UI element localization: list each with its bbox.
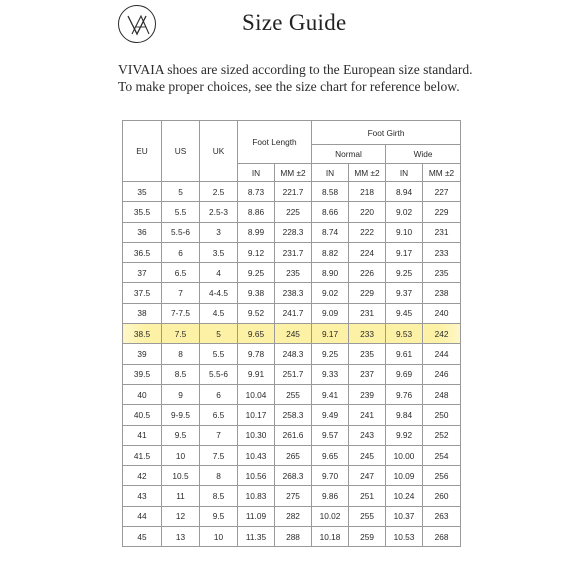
cell-wide-in: 10.37 — [386, 506, 423, 526]
cell-wide-mm: 268 — [423, 527, 461, 547]
header-length-in: IN — [238, 164, 275, 182]
cell-eu: 45 — [123, 527, 162, 547]
cell-length-mm: 251.7 — [275, 364, 312, 384]
cell-us: 5.5-6 — [162, 222, 200, 242]
cell-normal-in: 9.57 — [312, 425, 349, 445]
cell-normal-in: 9.17 — [312, 324, 349, 344]
intro-line-2: To make proper choices, see the size chart for reference below. — [118, 79, 460, 94]
cell-normal-mm: 237 — [349, 364, 386, 384]
cell-eu: 40.5 — [123, 405, 162, 425]
cell-uk: 8.5 — [200, 486, 238, 506]
header-length-mm: MM ±2 — [275, 164, 312, 182]
cell-eu: 41.5 — [123, 445, 162, 465]
header-foot-girth: Foot Girth — [312, 121, 461, 145]
cell-wide-in: 9.45 — [386, 303, 423, 323]
cell-normal-in: 9.41 — [312, 384, 349, 404]
cell-normal-in: 9.09 — [312, 303, 349, 323]
cell-eu: 35 — [123, 182, 162, 202]
cell-wide-mm: 231 — [423, 222, 461, 242]
header-foot-length: Foot Length — [238, 121, 312, 164]
cell-uk: 5 — [200, 324, 238, 344]
cell-wide-in: 8.94 — [386, 182, 423, 202]
cell-normal-mm: 229 — [349, 283, 386, 303]
cell-length-in: 10.30 — [238, 425, 275, 445]
cell-length-mm: 245 — [275, 324, 312, 344]
header-wide-mm: MM ±2 — [423, 164, 461, 182]
cell-normal-in: 10.18 — [312, 527, 349, 547]
cell-wide-in: 9.53 — [386, 324, 423, 344]
cell-us: 13 — [162, 527, 200, 547]
cell-length-mm: 238.3 — [275, 283, 312, 303]
size-rows — [123, 182, 461, 547]
cell-eu: 38.5 — [123, 324, 162, 344]
cell-eu: 40 — [123, 384, 162, 404]
cell-wide-mm: 250 — [423, 405, 461, 425]
cell-wide-in: 9.37 — [386, 283, 423, 303]
cell-length-in: 9.12 — [238, 242, 275, 262]
cell-normal-mm: 220 — [349, 202, 386, 222]
cell-wide-mm: 246 — [423, 364, 461, 384]
cell-length-in: 9.52 — [238, 303, 275, 323]
header-uk: UK — [200, 121, 238, 182]
cell-normal-mm: 222 — [349, 222, 386, 242]
cell-normal-mm: 241 — [349, 405, 386, 425]
page-title: Size Guide — [242, 10, 347, 35]
cell-eu: 38 — [123, 303, 162, 323]
table-row — [123, 324, 461, 344]
cell-length-in: 8.86 — [238, 202, 275, 222]
cell-normal-in: 9.65 — [312, 445, 349, 465]
cell-wide-mm: 235 — [423, 263, 461, 283]
cell-normal-in: 9.86 — [312, 486, 349, 506]
cell-length-mm: 225 — [275, 202, 312, 222]
cell-wide-in: 9.76 — [386, 384, 423, 404]
intro-line-1: VIVAIA shoes are sized according to the European size standard. — [118, 62, 473, 77]
cell-wide-in: 9.17 — [386, 242, 423, 262]
cell-length-mm: 265 — [275, 445, 312, 465]
table-row — [123, 466, 461, 486]
cell-normal-mm: 218 — [349, 182, 386, 202]
cell-wide-mm: 227 — [423, 182, 461, 202]
cell-normal-mm: 247 — [349, 466, 386, 486]
cell-us: 7.5 — [162, 324, 200, 344]
header-normal: Normal — [312, 145, 386, 164]
cell-uk: 4 — [200, 263, 238, 283]
cell-normal-mm: 231 — [349, 303, 386, 323]
cell-eu: 43 — [123, 486, 162, 506]
cell-uk: 4-4.5 — [200, 283, 238, 303]
cell-wide-in: 9.69 — [386, 364, 423, 384]
cell-normal-in: 9.70 — [312, 466, 349, 486]
cell-us: 8 — [162, 344, 200, 364]
table-row — [123, 242, 461, 262]
cell-wide-mm: 248 — [423, 384, 461, 404]
cell-length-mm: 275 — [275, 486, 312, 506]
header-eu: EU — [123, 121, 162, 182]
cell-length-in: 10.43 — [238, 445, 275, 465]
table-row — [123, 202, 461, 222]
cell-wide-mm: 260 — [423, 486, 461, 506]
cell-wide-mm: 233 — [423, 242, 461, 262]
cell-wide-in: 10.09 — [386, 466, 423, 486]
cell-length-in: 9.25 — [238, 263, 275, 283]
cell-uk: 8 — [200, 466, 238, 486]
cell-length-mm: 268.3 — [275, 466, 312, 486]
cell-us: 6 — [162, 242, 200, 262]
cell-length-in: 8.99 — [238, 222, 275, 242]
cell-uk: 5.5-6 — [200, 364, 238, 384]
cell-eu: 37.5 — [123, 283, 162, 303]
cell-normal-mm: 243 — [349, 425, 386, 445]
table-row — [123, 364, 461, 384]
cell-eu: 39.5 — [123, 364, 162, 384]
cell-us: 7-7.5 — [162, 303, 200, 323]
table-row — [123, 527, 461, 547]
cell-uk: 6.5 — [200, 405, 238, 425]
cell-us: 7 — [162, 283, 200, 303]
cell-length-in: 9.38 — [238, 283, 275, 303]
cell-wide-in: 10.53 — [386, 527, 423, 547]
cell-length-mm: 235 — [275, 263, 312, 283]
cell-normal-in: 8.74 — [312, 222, 349, 242]
cell-length-mm: 221.7 — [275, 182, 312, 202]
cell-wide-in: 9.25 — [386, 263, 423, 283]
cell-uk: 7 — [200, 425, 238, 445]
cell-length-mm: 258.3 — [275, 405, 312, 425]
cell-eu: 35.5 — [123, 202, 162, 222]
cell-wide-mm: 254 — [423, 445, 461, 465]
table-row — [123, 182, 461, 202]
cell-uk: 9.5 — [200, 506, 238, 526]
cell-uk: 4.5 — [200, 303, 238, 323]
table-row — [123, 405, 461, 425]
cell-us: 9.5 — [162, 425, 200, 445]
cell-length-in: 8.73 — [238, 182, 275, 202]
cell-normal-mm: 259 — [349, 527, 386, 547]
cell-uk: 10 — [200, 527, 238, 547]
cell-eu: 41 — [123, 425, 162, 445]
table-row — [123, 283, 461, 303]
cell-uk: 3 — [200, 222, 238, 242]
cell-length-mm: 228.3 — [275, 222, 312, 242]
cell-us: 6.5 — [162, 263, 200, 283]
table-row — [123, 222, 461, 242]
cell-normal-mm: 245 — [349, 445, 386, 465]
cell-wide-mm: 240 — [423, 303, 461, 323]
cell-eu: 37 — [123, 263, 162, 283]
cell-wide-mm: 252 — [423, 425, 461, 445]
cell-normal-mm: 239 — [349, 384, 386, 404]
cell-wide-mm: 229 — [423, 202, 461, 222]
cell-wide-mm: 238 — [423, 283, 461, 303]
cell-uk: 5.5 — [200, 344, 238, 364]
cell-eu: 42 — [123, 466, 162, 486]
cell-normal-mm: 224 — [349, 242, 386, 262]
header-wide: Wide — [386, 145, 461, 164]
header-us: US — [162, 121, 200, 182]
cell-length-in: 9.91 — [238, 364, 275, 384]
cell-uk: 7.5 — [200, 445, 238, 465]
cell-length-mm: 241.7 — [275, 303, 312, 323]
cell-normal-mm: 233 — [349, 324, 386, 344]
cell-normal-in: 8.82 — [312, 242, 349, 262]
table-row — [123, 263, 461, 283]
cell-normal-in: 9.02 — [312, 283, 349, 303]
cell-length-mm: 288 — [275, 527, 312, 547]
intro-text — [118, 61, 478, 95]
cell-normal-mm: 255 — [349, 506, 386, 526]
table-row — [123, 486, 461, 506]
table-row — [123, 303, 461, 323]
cell-normal-in: 8.90 — [312, 263, 349, 283]
cell-uk: 3.5 — [200, 242, 238, 262]
cell-normal-mm: 251 — [349, 486, 386, 506]
cell-length-in: 11.09 — [238, 506, 275, 526]
cell-wide-mm: 263 — [423, 506, 461, 526]
header-normal-mm: MM ±2 — [349, 164, 386, 182]
cell-wide-in: 9.02 — [386, 202, 423, 222]
cell-us: 5.5 — [162, 202, 200, 222]
cell-length-in: 9.78 — [238, 344, 275, 364]
cell-wide-in: 9.92 — [386, 425, 423, 445]
cell-normal-mm: 226 — [349, 263, 386, 283]
cell-eu: 39 — [123, 344, 162, 364]
vivaia-monogram-logo — [118, 5, 156, 43]
cell-normal-in: 8.66 — [312, 202, 349, 222]
cell-us: 9-9.5 — [162, 405, 200, 425]
cell-wide-mm: 242 — [423, 324, 461, 344]
table-row — [123, 506, 461, 526]
table-row — [123, 445, 461, 465]
cell-length-mm: 282 — [275, 506, 312, 526]
cell-us: 10.5 — [162, 466, 200, 486]
cell-wide-in: 10.24 — [386, 486, 423, 506]
cell-uk: 2.5-3 — [200, 202, 238, 222]
cell-length-mm: 255 — [275, 384, 312, 404]
cell-normal-in: 10.02 — [312, 506, 349, 526]
header-normal-in: IN — [312, 164, 349, 182]
cell-us: 5 — [162, 182, 200, 202]
cell-uk: 2.5 — [200, 182, 238, 202]
cell-wide-mm: 244 — [423, 344, 461, 364]
cell-eu: 36 — [123, 222, 162, 242]
cell-normal-in: 8.58 — [312, 182, 349, 202]
cell-normal-in: 9.25 — [312, 344, 349, 364]
table-row — [123, 384, 461, 404]
cell-us: 12 — [162, 506, 200, 526]
table-row — [123, 344, 461, 364]
header-wide-in: IN — [386, 164, 423, 182]
cell-uk: 6 — [200, 384, 238, 404]
cell-wide-in: 9.61 — [386, 344, 423, 364]
cell-normal-in: 9.33 — [312, 364, 349, 384]
cell-wide-in: 10.00 — [386, 445, 423, 465]
cell-us: 9 — [162, 384, 200, 404]
cell-length-in: 10.83 — [238, 486, 275, 506]
cell-wide-mm: 256 — [423, 466, 461, 486]
cell-normal-in: 9.49 — [312, 405, 349, 425]
cell-us: 10 — [162, 445, 200, 465]
cell-length-in: 10.04 — [238, 384, 275, 404]
size-chart-table — [122, 120, 461, 547]
cell-length-in: 11.35 — [238, 527, 275, 547]
cell-eu: 44 — [123, 506, 162, 526]
cell-us: 8.5 — [162, 364, 200, 384]
cell-wide-in: 9.84 — [386, 405, 423, 425]
cell-normal-mm: 235 — [349, 344, 386, 364]
cell-length-mm: 231.7 — [275, 242, 312, 262]
cell-length-in: 10.17 — [238, 405, 275, 425]
table-row — [123, 425, 461, 445]
cell-wide-in: 9.10 — [386, 222, 423, 242]
cell-length-mm: 261.6 — [275, 425, 312, 445]
cell-eu: 36.5 — [123, 242, 162, 262]
cell-length-in: 9.65 — [238, 324, 275, 344]
cell-us: 11 — [162, 486, 200, 506]
cell-length-mm: 248.3 — [275, 344, 312, 364]
cell-length-in: 10.56 — [238, 466, 275, 486]
